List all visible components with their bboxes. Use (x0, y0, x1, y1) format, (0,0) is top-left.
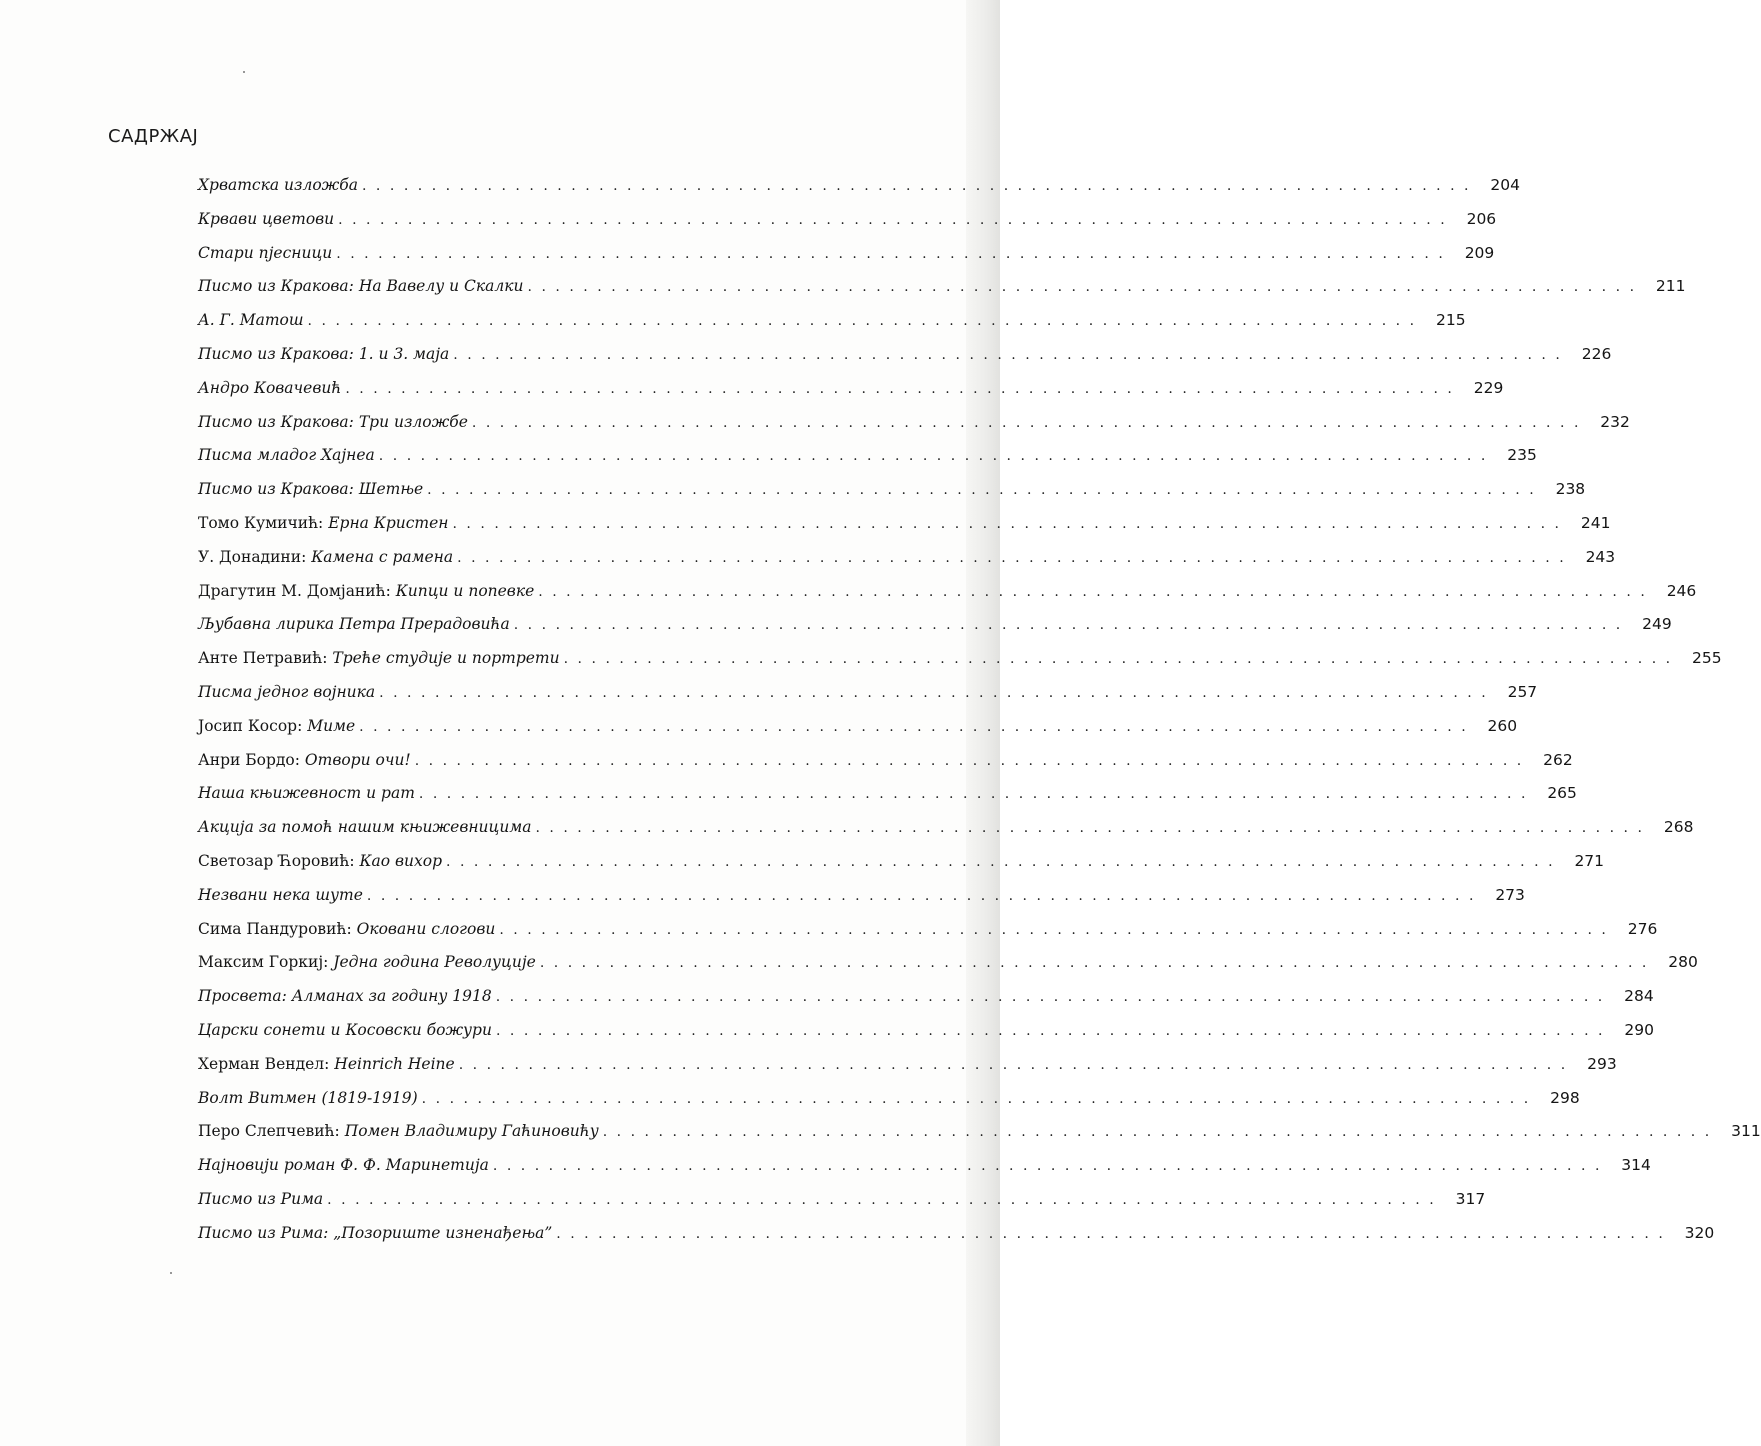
toc-entry-page-number: 317 (1455, 1189, 1486, 1208)
toc-entry (198, 1223, 1715, 1258)
toc-entry-work: Незвани нека шуте (198, 885, 363, 904)
toc-entry-title (198, 210, 334, 228)
toc-entry-author: Анте Петравић: (198, 649, 333, 668)
toc-entry-author: Максим Горкиј: (198, 953, 334, 972)
toc-entry-author: Анри Бордо: (198, 750, 305, 769)
toc-entry-work: Кипци и попевке (395, 581, 535, 600)
toc-entry-title (198, 1156, 489, 1174)
toc-entry (198, 1156, 1651, 1190)
toc-entry-page-number: 246 (1666, 581, 1697, 600)
dot-leader: ................................................................................ (499, 921, 1616, 938)
toc-entry-author: Перо Слепчевић: (198, 1122, 345, 1141)
dot-leader: ................................................................................ (539, 955, 1656, 972)
toc-entry-title (198, 1190, 323, 1208)
toc-entry (198, 378, 1504, 413)
dot-leader: ................................................................................ (495, 989, 1612, 1006)
toc-entry-title (198, 751, 411, 769)
toc-entry-title (198, 413, 468, 431)
paper-speck (243, 71, 245, 73)
toc-entry-title (198, 582, 534, 600)
toc-entry-title (198, 717, 355, 735)
toc-entry-title (198, 987, 492, 1005)
toc-entry-author: Светозар Ћоровић: (198, 851, 360, 870)
toc-entry-work: Heinrich Heine (334, 1054, 455, 1073)
toc-entry-work: Миме (307, 716, 356, 735)
toc-entry-page-number: 284 (1624, 987, 1654, 1006)
toc-entry (198, 750, 1573, 785)
toc-entry-title (198, 1089, 418, 1107)
toc-entry-title (198, 1021, 492, 1039)
toc-entry-title (198, 1055, 455, 1073)
dot-leader: ................................................................................ (336, 245, 1453, 262)
toc-entry-work: Треће студије и портрети (332, 649, 560, 668)
toc-entry-page-number: 262 (1543, 750, 1573, 769)
dot-leader: ................................................................................ (452, 515, 1569, 532)
paper-speck (170, 1272, 172, 1274)
toc-entry (198, 1020, 1654, 1055)
toc-entry (198, 953, 1698, 987)
toc-entry (198, 344, 1612, 379)
dot-leader: ................................................................................ (458, 1056, 1575, 1073)
toc-entry-work: Писмо из Кракова: 1. и 3. маја (198, 344, 450, 363)
toc-entry-work: Као вихор (359, 851, 443, 870)
toc-entry-page-number: 206 (1466, 209, 1497, 228)
dot-leader: ................................................................................ (345, 380, 1462, 397)
toc-entry (198, 547, 1616, 582)
toc-entry (198, 682, 1538, 717)
dot-leader: ................................................................................ (556, 1225, 1673, 1242)
toc-entry (198, 649, 1722, 683)
dot-leader: ................................................................................ (366, 887, 1483, 904)
toc-entry-page-number: 241 (1580, 513, 1611, 532)
toc-entry-work: А. Г. Матош (198, 311, 304, 330)
toc-entry-page-number: 320 (1684, 1223, 1715, 1242)
toc-entry-title (198, 852, 442, 870)
dot-leader: ................................................................................ (495, 1022, 1612, 1039)
toc-entry-title (198, 379, 341, 397)
toc-entry-title (198, 953, 536, 971)
toc-entry-page-number: 265 (1547, 784, 1577, 803)
toc-entry-page-number: 280 (1668, 953, 1698, 972)
toc-entry-work: Писмо из Рима: „Позориште изненађења” (198, 1223, 553, 1242)
toc-entry-title (198, 480, 423, 498)
toc-entry (198, 784, 1577, 818)
toc-entry-title (198, 784, 415, 802)
toc-entry-page-number: 238 (1555, 480, 1586, 499)
dot-leader: ................................................................................ (418, 786, 1535, 803)
toc-entry-page-number: 204 (1490, 176, 1520, 194)
dot-leader: ................................................................................ (538, 583, 1655, 600)
dot-leader: ................................................................................ (492, 1158, 1609, 1175)
toc-entry (198, 209, 1497, 244)
toc-entry-page-number: 255 (1692, 649, 1722, 668)
toc-entry-author: Драгутин М. Домјанић: (198, 581, 396, 600)
toc-entry-author: Херман Вендел: (198, 1054, 335, 1073)
toc-entry-work: Царски сонети и Косовски божури (198, 1020, 492, 1039)
toc-entry-page-number: 268 (1663, 818, 1694, 837)
toc-entry-page-number: 209 (1464, 243, 1495, 262)
dot-leader: ................................................................................ (513, 617, 1630, 634)
dot-leader: ................................................................................ (359, 718, 1476, 735)
toc-entry-title (198, 649, 560, 667)
toc-entry-page-number: 211 (1655, 277, 1686, 296)
toc-entry (198, 1122, 1761, 1156)
toc-entry-page-number: 298 (1550, 1088, 1580, 1107)
toc-entry (198, 615, 1672, 649)
toc-entry-work: Љубавна лирика Петра Прерадовића (198, 615, 510, 634)
toc-entry-page-number: 257 (1507, 682, 1538, 701)
toc-entry (198, 818, 1694, 852)
toc-entry-page-number: 260 (1487, 716, 1518, 735)
toc-entry-title (198, 277, 524, 295)
toc-entry-page-number: 215 (1435, 311, 1466, 330)
toc-entry-title (198, 345, 449, 363)
dot-leader: ................................................................................ (446, 853, 1563, 870)
dot-leader: ................................................................................ (421, 1090, 1538, 1107)
toc-entry (198, 851, 1605, 886)
toc-entry-work: Просвета: Алманах за годину 1918 (198, 987, 492, 1006)
toc-entry-work: Писмо из Кракова: Три изложбе (198, 412, 468, 431)
toc-entry (198, 1189, 1486, 1224)
dot-leader: ................................................................................ (471, 414, 1588, 431)
toc-entry-work: Хрватска изложба (198, 176, 358, 194)
toc-entry-work: Писмо из Кракова: На Вавелу и Скалки (198, 277, 524, 296)
toc-entry-page-number: 290 (1624, 1020, 1654, 1039)
dot-leader: ................................................................................ (457, 549, 1574, 566)
toc-entry-work: Писмо из Кракова: Шетње (198, 480, 424, 499)
toc-entry-page-number: 243 (1585, 547, 1616, 566)
toc-entry-work: Писма младог Хајнеа (198, 446, 375, 465)
toc-entry-page-number: 229 (1473, 378, 1504, 397)
toc-entry-work: Ерна Кристен (328, 513, 449, 532)
toc-entry-page-number: 276 (1627, 919, 1658, 938)
toc-entry (198, 1054, 1617, 1089)
toc-entry-work: Андро Ковачевић (198, 378, 342, 397)
toc-entry (198, 311, 1466, 345)
dot-leader: ................................................................................ (535, 820, 1652, 837)
toc-entry-work: Отвори очи! (304, 750, 411, 769)
dot-leader: ................................................................................ (453, 346, 1570, 363)
toc-entry-work: Писма једног војника (198, 682, 376, 701)
toc-entry-title (198, 244, 332, 262)
toc-entry-title (198, 683, 375, 701)
toc-entry (198, 919, 1658, 954)
toc-entry-work: Најновији роман Ф. Ф. Маринетија (198, 1156, 489, 1175)
toc-entry-page-number: 271 (1574, 851, 1605, 870)
toc-entry-work: Камена с рамена (311, 547, 454, 566)
toc-entry (198, 446, 1537, 480)
dot-leader: ................................................................................ (379, 684, 1496, 701)
page-heading: САДРЖАЈ (108, 126, 199, 147)
toc-entry-title (198, 514, 448, 532)
toc-entry-page-number: 314 (1621, 1156, 1651, 1175)
table-of-contents (198, 176, 1761, 1258)
toc-entry-page-number: 235 (1507, 446, 1537, 465)
toc-entry-title (198, 886, 363, 904)
toc-entry-page-number: 273 (1495, 885, 1525, 904)
toc-entry (198, 277, 1686, 311)
toc-entry-title (198, 176, 358, 194)
toc-entry-page-number: 226 (1581, 344, 1612, 363)
toc-entry-work: Крвави цветови (198, 209, 335, 228)
toc-entry-author: Јосип Косор: (198, 716, 308, 735)
toc-entry (198, 716, 1518, 751)
toc-entry-work: Оковани слогови (356, 919, 496, 938)
toc-entry (198, 1088, 1580, 1123)
toc-entry-page-number: 311 (1731, 1122, 1761, 1141)
dot-leader: ................................................................................ (378, 448, 1495, 465)
dot-leader: ................................................................................ (527, 279, 1644, 296)
toc-entry-page-number: 232 (1600, 412, 1630, 431)
toc-entry (198, 243, 1495, 278)
toc-entry-title (198, 446, 375, 464)
toc-entry-title (198, 548, 453, 566)
toc-entry-work: Писмо из Рима (198, 1189, 324, 1208)
dot-leader: ................................................................................ (361, 178, 1478, 194)
toc-entry (198, 885, 1525, 920)
toc-entry-work: Волт Витмен (1819-1919) (198, 1088, 418, 1107)
toc-entry-work: Акција за помоћ нашим књижевницима (198, 818, 532, 837)
toc-entry-author: Сима Пандуровић: (198, 919, 357, 938)
dot-leader: ................................................................................ (307, 313, 1424, 330)
dot-leader: ................................................................................ (563, 651, 1680, 668)
toc-entry-title (198, 920, 495, 938)
toc-entry-work: Стари пјесници (198, 243, 333, 262)
toc-entry (198, 513, 1611, 548)
toc-entry-title (198, 615, 510, 633)
toc-entry-page-number: 249 (1642, 615, 1672, 634)
toc-entry-title (198, 1122, 599, 1140)
toc-entry-title (198, 311, 304, 329)
dot-leader: ................................................................................ (338, 211, 1455, 228)
dot-leader: ................................................................................ (602, 1124, 1719, 1141)
dot-leader: ................................................................................ (427, 482, 1544, 499)
toc-entry-author: У. Донадини: (198, 547, 312, 566)
toc-entry-author: Томо Кумичић: (198, 513, 329, 532)
toc-entry (198, 412, 1630, 447)
dot-leader: ................................................................................ (327, 1191, 1444, 1208)
toc-entry-work: Наша књижевност и рат (198, 784, 415, 803)
toc-entry-work: Једна година Револуције (333, 953, 536, 972)
toc-entry (198, 581, 1697, 616)
toc-entry (198, 480, 1586, 514)
toc-entry-title (198, 1224, 552, 1242)
toc-entry (198, 176, 1520, 210)
toc-entry-title (198, 818, 531, 836)
toc-entry (198, 987, 1654, 1021)
toc-entry-page-number: 293 (1587, 1054, 1617, 1073)
toc-entry-work: Помен Владимиру Гаћиновићу (344, 1122, 599, 1141)
dot-leader: ................................................................................ (414, 752, 1531, 769)
